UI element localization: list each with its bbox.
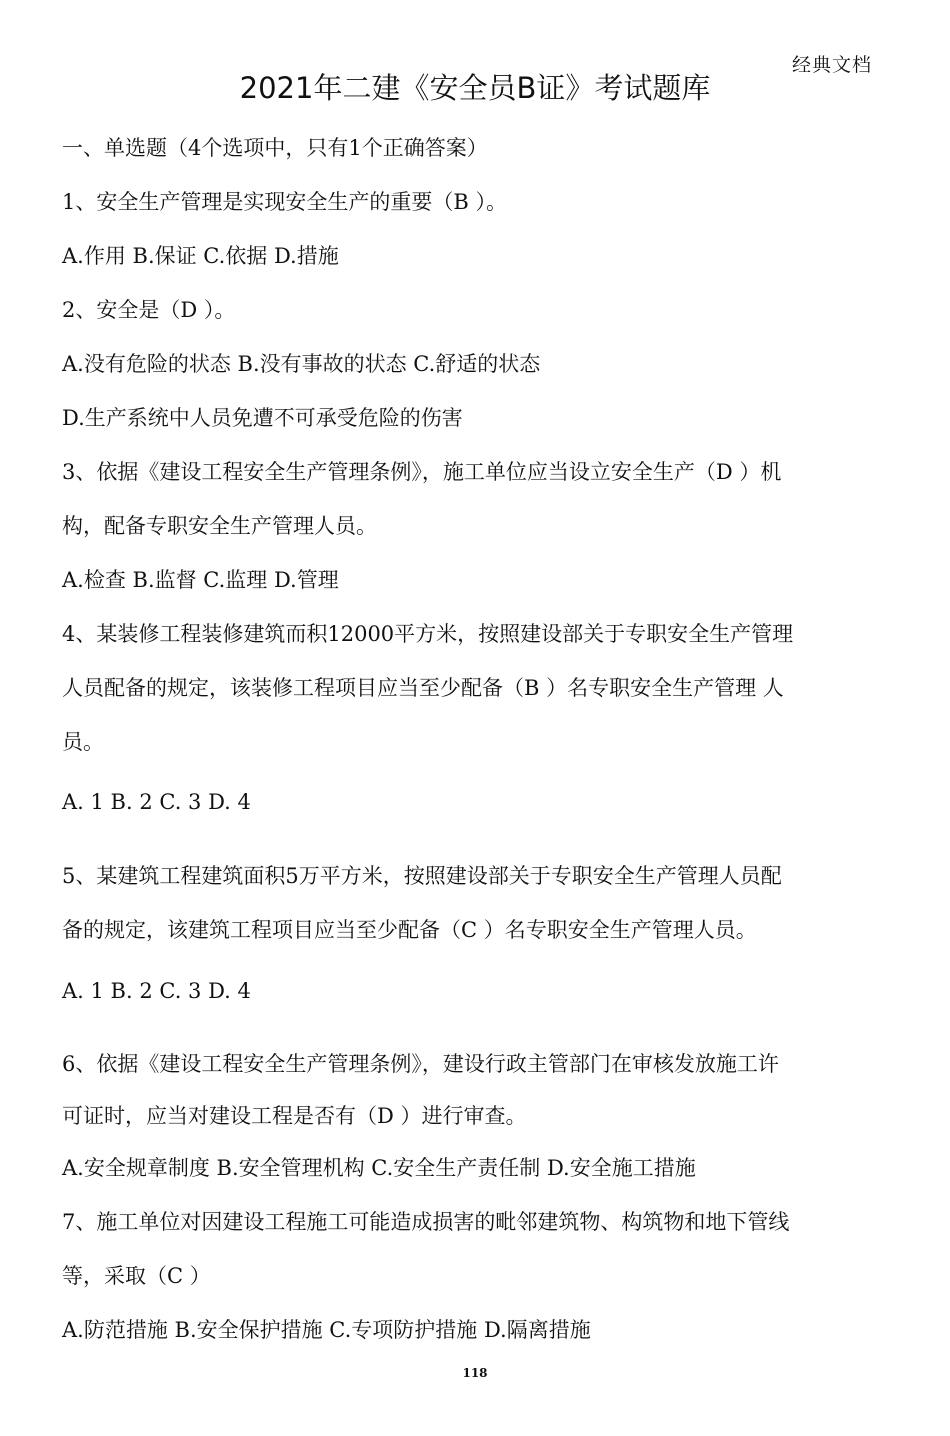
question-line: 7、施工单位对因建设工程施工可能造成损害的毗邻建筑物、构筑物和地下管线 <box>62 1210 790 1234</box>
section-heading: 一、单选题（4个选项中，只有1个正确答案） <box>62 136 488 160</box>
question-line: 1、安全生产管理是实现安全生产的重要（B ）。 <box>62 190 507 214</box>
question-line: 人员配备的规定，该装修工程项目应当至少配备（B ）名专职安全生产管理 人 <box>62 676 784 700</box>
question-line: 3、依据《建设工程安全生产管理条例》，施工单位应当设立安全生产（D ）机 <box>62 460 782 484</box>
question-line: 5、某建筑工程建筑面积5万平方米，按照建设部关于专职安全生产管理人员配 <box>62 864 782 888</box>
options-line: D.生产系统中人员免遭不可承受危险的伤害 <box>62 406 463 430</box>
options-line: A.没有危险的状态 B.没有事故的状态 C.舒适的状态 <box>62 352 541 376</box>
question-line: 等，采取（C ） <box>62 1264 211 1288</box>
question-line: 4、某装修工程装修建筑而积12000平方米，按照建设部关于专职安全生产管理 <box>62 622 794 646</box>
question-line: 备的规定，该建筑工程项目应当至少配备（C ）名专职安全生产管理人员。 <box>62 918 757 942</box>
page-number: 118 <box>462 1366 488 1380</box>
page-title: 2021年二建《安全员B证》考试题库 <box>239 71 711 105</box>
header-tag: 经典文档 <box>791 54 872 76</box>
options-line: A.安全规章制度 B.安全管理机构 C.安全生产责任制 D.安全施工措施 <box>62 1156 696 1180</box>
question-line: 2、安全是（D ）。 <box>62 298 236 322</box>
options-line: A.作用 B.保证 C.依据 D.措施 <box>62 244 339 268</box>
question-line: 员。 <box>62 730 104 754</box>
question-line: 可证时，应当对建设工程是否有（D ）进行审查。 <box>62 1104 527 1128</box>
options-line: A. 1 B. 2 C. 3 D. 4 <box>62 790 251 814</box>
question-line: 构，配备专职安全生产管理人员。 <box>62 514 377 538</box>
question-line: 6、依据《建设工程安全生产管理条例》，建设行政主管部门在审核发放施工许 <box>62 1052 779 1076</box>
options-line: A.检查 B.监督 C.监理 D.管理 <box>62 568 339 592</box>
options-line: A. 1 B. 2 C. 3 D. 4 <box>62 979 251 1003</box>
options-line: A.防范措施 B.安全保护措施 C.专项防护措施 D.隔离措施 <box>62 1318 591 1342</box>
